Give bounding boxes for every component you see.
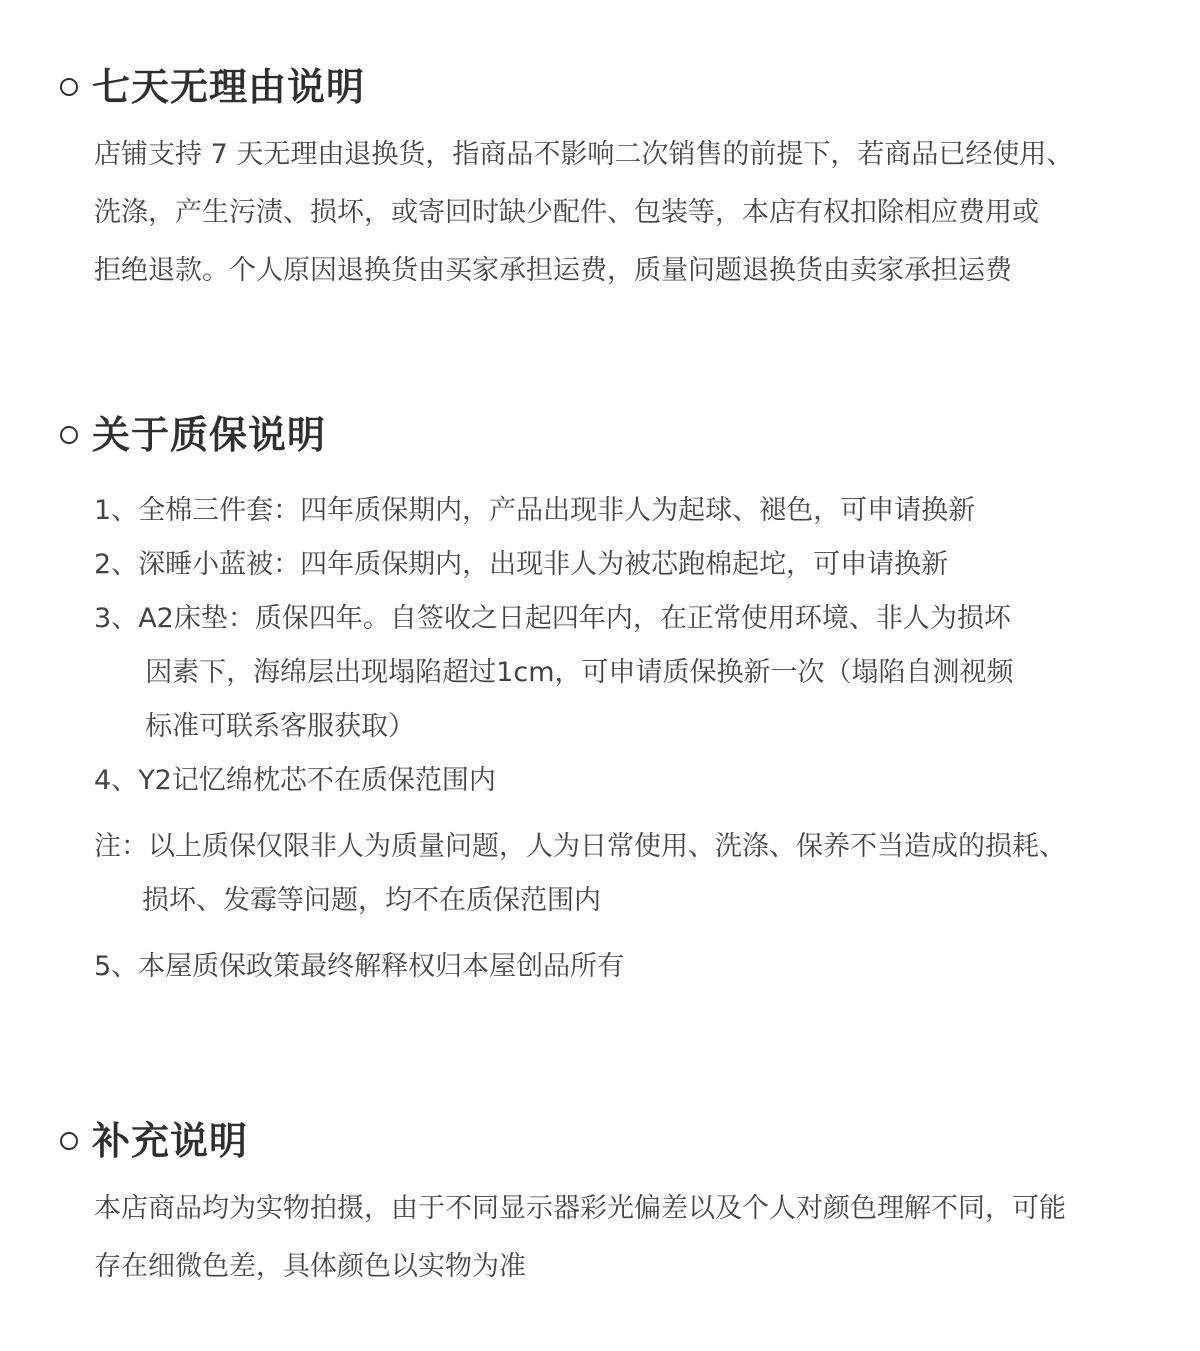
paragraph-line: 洗涤，产生污渍、损坏，或寄回时缺少配件、包装等，本店有权扣除相应费用或 bbox=[94, 197, 1039, 228]
item-text-line: 标准可联系客服获取） bbox=[145, 711, 416, 742]
paragraph-line: 拒绝退款。个人原因退换货由买家承担运费，质量问题退换货由卖家承担运费 bbox=[94, 255, 1012, 286]
section-title: 七天无理由说明 bbox=[92, 65, 366, 109]
item-marker: 注： bbox=[94, 831, 148, 862]
circle-outline-icon bbox=[60, 1132, 78, 1150]
circle-outline-icon bbox=[60, 78, 78, 96]
section-title: 关于质保说明 bbox=[92, 413, 327, 457]
list-item bbox=[94, 538, 1154, 592]
item-text: 本屋质保政策最终解释权归本屋创品所有 bbox=[138, 951, 625, 982]
item-marker: 2、 bbox=[94, 549, 139, 580]
paragraph-line: 本店商品均为实物拍摄，由于不同显示器彩光偏差以及个人对颜色理解不同，可能 bbox=[94, 1193, 1066, 1224]
item-text: 深睡小蓝被：四年质保期内，出现非人为被芯跑棉起坨，可申请换新 bbox=[138, 549, 949, 580]
section-header bbox=[60, 1119, 249, 1163]
item-text-line: 因素下，海绵层出现塌陷超过1cm，可申请质保换新一次（塌陷自测视频 bbox=[145, 657, 1014, 688]
item-text: 全棉三件套：四年质保期内，产品出现非人为起球、褪色，可申请换新 bbox=[138, 495, 976, 526]
item-marker: 1、 bbox=[94, 495, 139, 526]
item-text bbox=[142, 820, 1154, 928]
paragraph-line: 店铺支持 7 天无理由退换货，指商品不影响二次销售的前提下，若商品已经使用、 bbox=[94, 139, 1074, 170]
item-text bbox=[138, 592, 1154, 754]
note-item bbox=[94, 820, 1154, 928]
item-text-line: 损坏、发霉等问题，均不在质保范围内 bbox=[142, 885, 601, 916]
item-marker: 4、 bbox=[94, 765, 139, 796]
section-header bbox=[60, 65, 366, 109]
item-marker: 5、 bbox=[94, 951, 139, 982]
section-paragraph bbox=[94, 1180, 1154, 1296]
list-item bbox=[94, 754, 1154, 808]
item-text: Y2记忆绵枕芯不在质保范围内 bbox=[138, 765, 496, 796]
list-item bbox=[94, 940, 1154, 994]
section-title: 补充说明 bbox=[92, 1119, 249, 1163]
circle-outline-icon bbox=[60, 426, 78, 444]
list-item bbox=[94, 592, 1154, 754]
section-header bbox=[60, 413, 327, 457]
item-text-line: 以上质保仅限非人为质量问题，人为日常使用、洗涤、保养不当造成的损耗、 bbox=[148, 831, 1066, 862]
item-text-line: A2床垫：质保四年。自签收之日起四年内，在正常使用环境、非人为损坏 bbox=[138, 603, 1011, 634]
section-paragraph bbox=[94, 126, 1154, 300]
paragraph-line: 存在细微色差，具体颜色以实物为准 bbox=[94, 1251, 526, 1282]
item-marker: 3、 bbox=[94, 603, 139, 634]
list-item bbox=[94, 484, 1154, 538]
